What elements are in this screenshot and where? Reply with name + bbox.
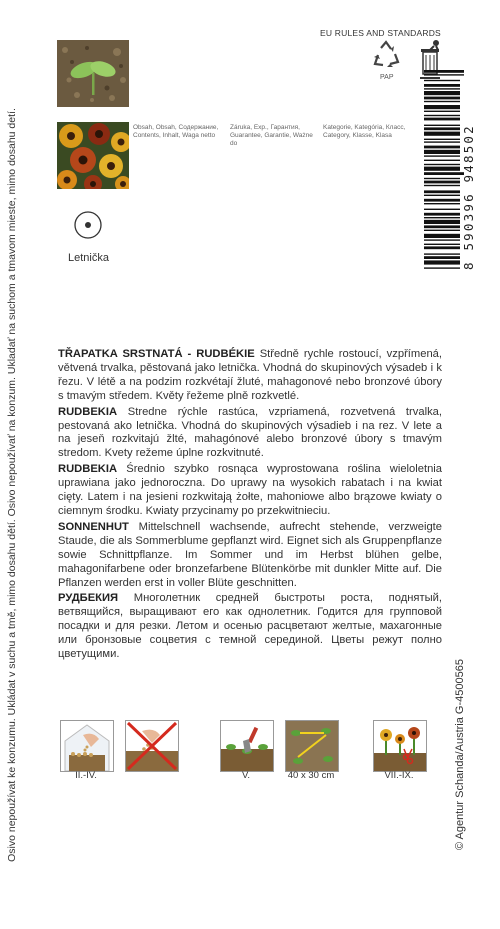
barcode-bar (424, 84, 460, 87)
barcode-number-box (462, 70, 476, 270)
barcode-bar (424, 139, 460, 140)
barcode-bar (424, 132, 460, 136)
spacing-icon (285, 720, 339, 772)
barcode-bar (424, 141, 460, 142)
barcode-bar (424, 199, 460, 202)
barcode-bar (424, 239, 460, 240)
barcode-bar (424, 195, 460, 196)
description-cz-title: TŘAPATKA SRSTNATÁ - RUDBÉKIE (58, 348, 255, 360)
annual-icon (73, 210, 103, 240)
barcode-bar (424, 217, 460, 218)
description-pl-text: Średnio szybko rosnąca wyprostowana roślina wieloletnia uprawiana jako jednoroczna. Do uprawy na wysokich rabatach i na kwiat cięty. Latem i na jesieni rozkwitają żołte, mahoniowe albo brązowe kwiaty o ciemnym środku. Kwiaty przycinamy po przekwitnieciu. (58, 463, 443, 517)
barcode-bar (424, 253, 460, 254)
barcode-bar (424, 256, 460, 259)
pap-label: PAP (380, 74, 394, 81)
barcode-bar (424, 160, 460, 161)
barcode-bar (424, 155, 460, 156)
barcode-bar (424, 146, 460, 149)
seedling-photo (57, 40, 129, 107)
copyright-label: © Agentur Schanda/Austria G-4500565 (454, 659, 466, 850)
indoor-sowing-icon (60, 720, 114, 772)
barcode-bar (424, 74, 464, 75)
barcode-bar (424, 118, 460, 121)
barcode-bar (424, 164, 460, 165)
barcode-bar (424, 203, 460, 204)
description-de-title: SONNENHUT (58, 520, 129, 533)
description-sk (58, 406, 442, 462)
description-pl (58, 463, 442, 519)
content-languages: Obsah, Obsah, Содержание, Contents, Inhalt, Waga netto (133, 124, 219, 139)
barcode-bar (424, 267, 460, 268)
barcode-bar (424, 88, 460, 89)
barcode-bar (424, 234, 460, 238)
barcode-bar (424, 97, 460, 100)
description-de (58, 521, 442, 591)
barcode-bar (424, 125, 460, 126)
side-warning-text (6, 70, 52, 900)
description-de-text: Mittelschnell wachsende, aufrecht stehende, verzweigte Staude, die als Sommerblume gepflanzt wird. Eignet sich als Gruppenpflanze sowie Schnittpflanze. Im Sommer und im Herbst blühen gelbe, mahagonifarbene oder bronzefarbene Blütenkörbe mit dunkler Mitte auf. Die Pflanzen werden erst in voller Blüte geschnitten. (58, 520, 443, 589)
barcode-bar (424, 150, 460, 154)
description-ru-text: Многолетник средней быстроты роста, поднятый, ветвящийся, выращивают его как однолетник. Годится для групповой посадки и для резки. Летом и осенью расцветают желтые, махагонные или бронзовые соцветия с темной серединой. Цветы режут полно цветущими. (58, 592, 442, 661)
barcode-bar (424, 225, 460, 228)
annual-label: Letnička (68, 252, 109, 264)
description-ru (58, 592, 442, 662)
barcode-bar (424, 246, 460, 249)
pictogram-label-5: VII.-IX. (384, 770, 414, 781)
barcode-bar (424, 185, 460, 186)
barcode-bar (424, 127, 460, 130)
flower-photo (57, 122, 129, 189)
pictogram-label-4: 40 x 30 cm (287, 770, 335, 781)
description-cz (58, 348, 442, 404)
barcode-bar (424, 111, 460, 112)
description-sk-text: Stredne rýchle rastúca, vzpriamená, rozvetvená trvalka, pestovaná ako letnička. Vhodná do skupinových výsadieb i na rez. V lete a na jeseň rozkvitajú žlté, mahagónové alebo bronzové úbory s tmavým stredom. Kvety režeme úplne rozkvitnuté. (58, 405, 442, 460)
pictogram-label-1: II.-IV. (75, 770, 97, 781)
planting-out-icon (220, 720, 274, 772)
description-pl-title: RUDBEKIA (58, 463, 118, 476)
barcode-bar (424, 80, 460, 81)
barcode-bar (424, 220, 460, 224)
barcode-bar (424, 213, 460, 216)
barcode-bar (424, 244, 460, 245)
description-block (58, 348, 442, 664)
copyright-side-text (450, 560, 470, 850)
barcode-bar (424, 178, 460, 179)
barcode (424, 70, 464, 270)
flowering-cut-icon (373, 720, 427, 772)
description-ru-title: РУДБЕКИЯ (58, 592, 119, 605)
barcode-bar (424, 167, 460, 171)
guarantee-languages: Záruka, Exp., Гарантия, Guarantee, Garantie, Ważne do (230, 124, 313, 147)
barcode-bar (424, 190, 460, 193)
barcode-bar (424, 209, 460, 210)
description-sk-title: RUDBEKIA (58, 405, 118, 418)
recycling-icon (371, 40, 401, 70)
no-direct-sowing-icon (125, 720, 179, 772)
barcode-bar (424, 115, 460, 116)
pictogram-label-3: V. (241, 770, 251, 781)
side-warning-label: Osivo nepoužívat ke konzumu. Ukládat v suchu a tmě, mimo dosahu dětí. Osivo nepoužívať na konzum. Ukladať na suchom a tmavom mieste, mimo dosahu detí. (6, 108, 18, 862)
category-languages: Kategorie, Kategória, Класс, Category, Klasse, Klasa (323, 124, 406, 139)
barcode-number: 8 590396 948502 (461, 124, 476, 270)
barcode-bar (424, 91, 460, 95)
barcode-bar (424, 230, 460, 231)
barcode-bar (424, 105, 460, 109)
description-cz-text: Středně rychle rostoucí, vzpřímená, větvená trvalka, pěstovaná jako letnička. Vhodná do skupinových výsadeb i k řezu. V létě a na podzim rozkvétají žluté, mahagonové nebo bronzové úbory s tmavým středem. Květy řežeme plně rozkvetlé. (58, 348, 443, 402)
barcode-bar (424, 70, 464, 73)
barcode-bar (424, 101, 460, 102)
barcode-bar (424, 181, 460, 184)
barcode-bar (424, 260, 460, 264)
eu-rules-label: EU RULES AND STANDARDS (320, 28, 441, 38)
barcode-bar (424, 172, 464, 175)
